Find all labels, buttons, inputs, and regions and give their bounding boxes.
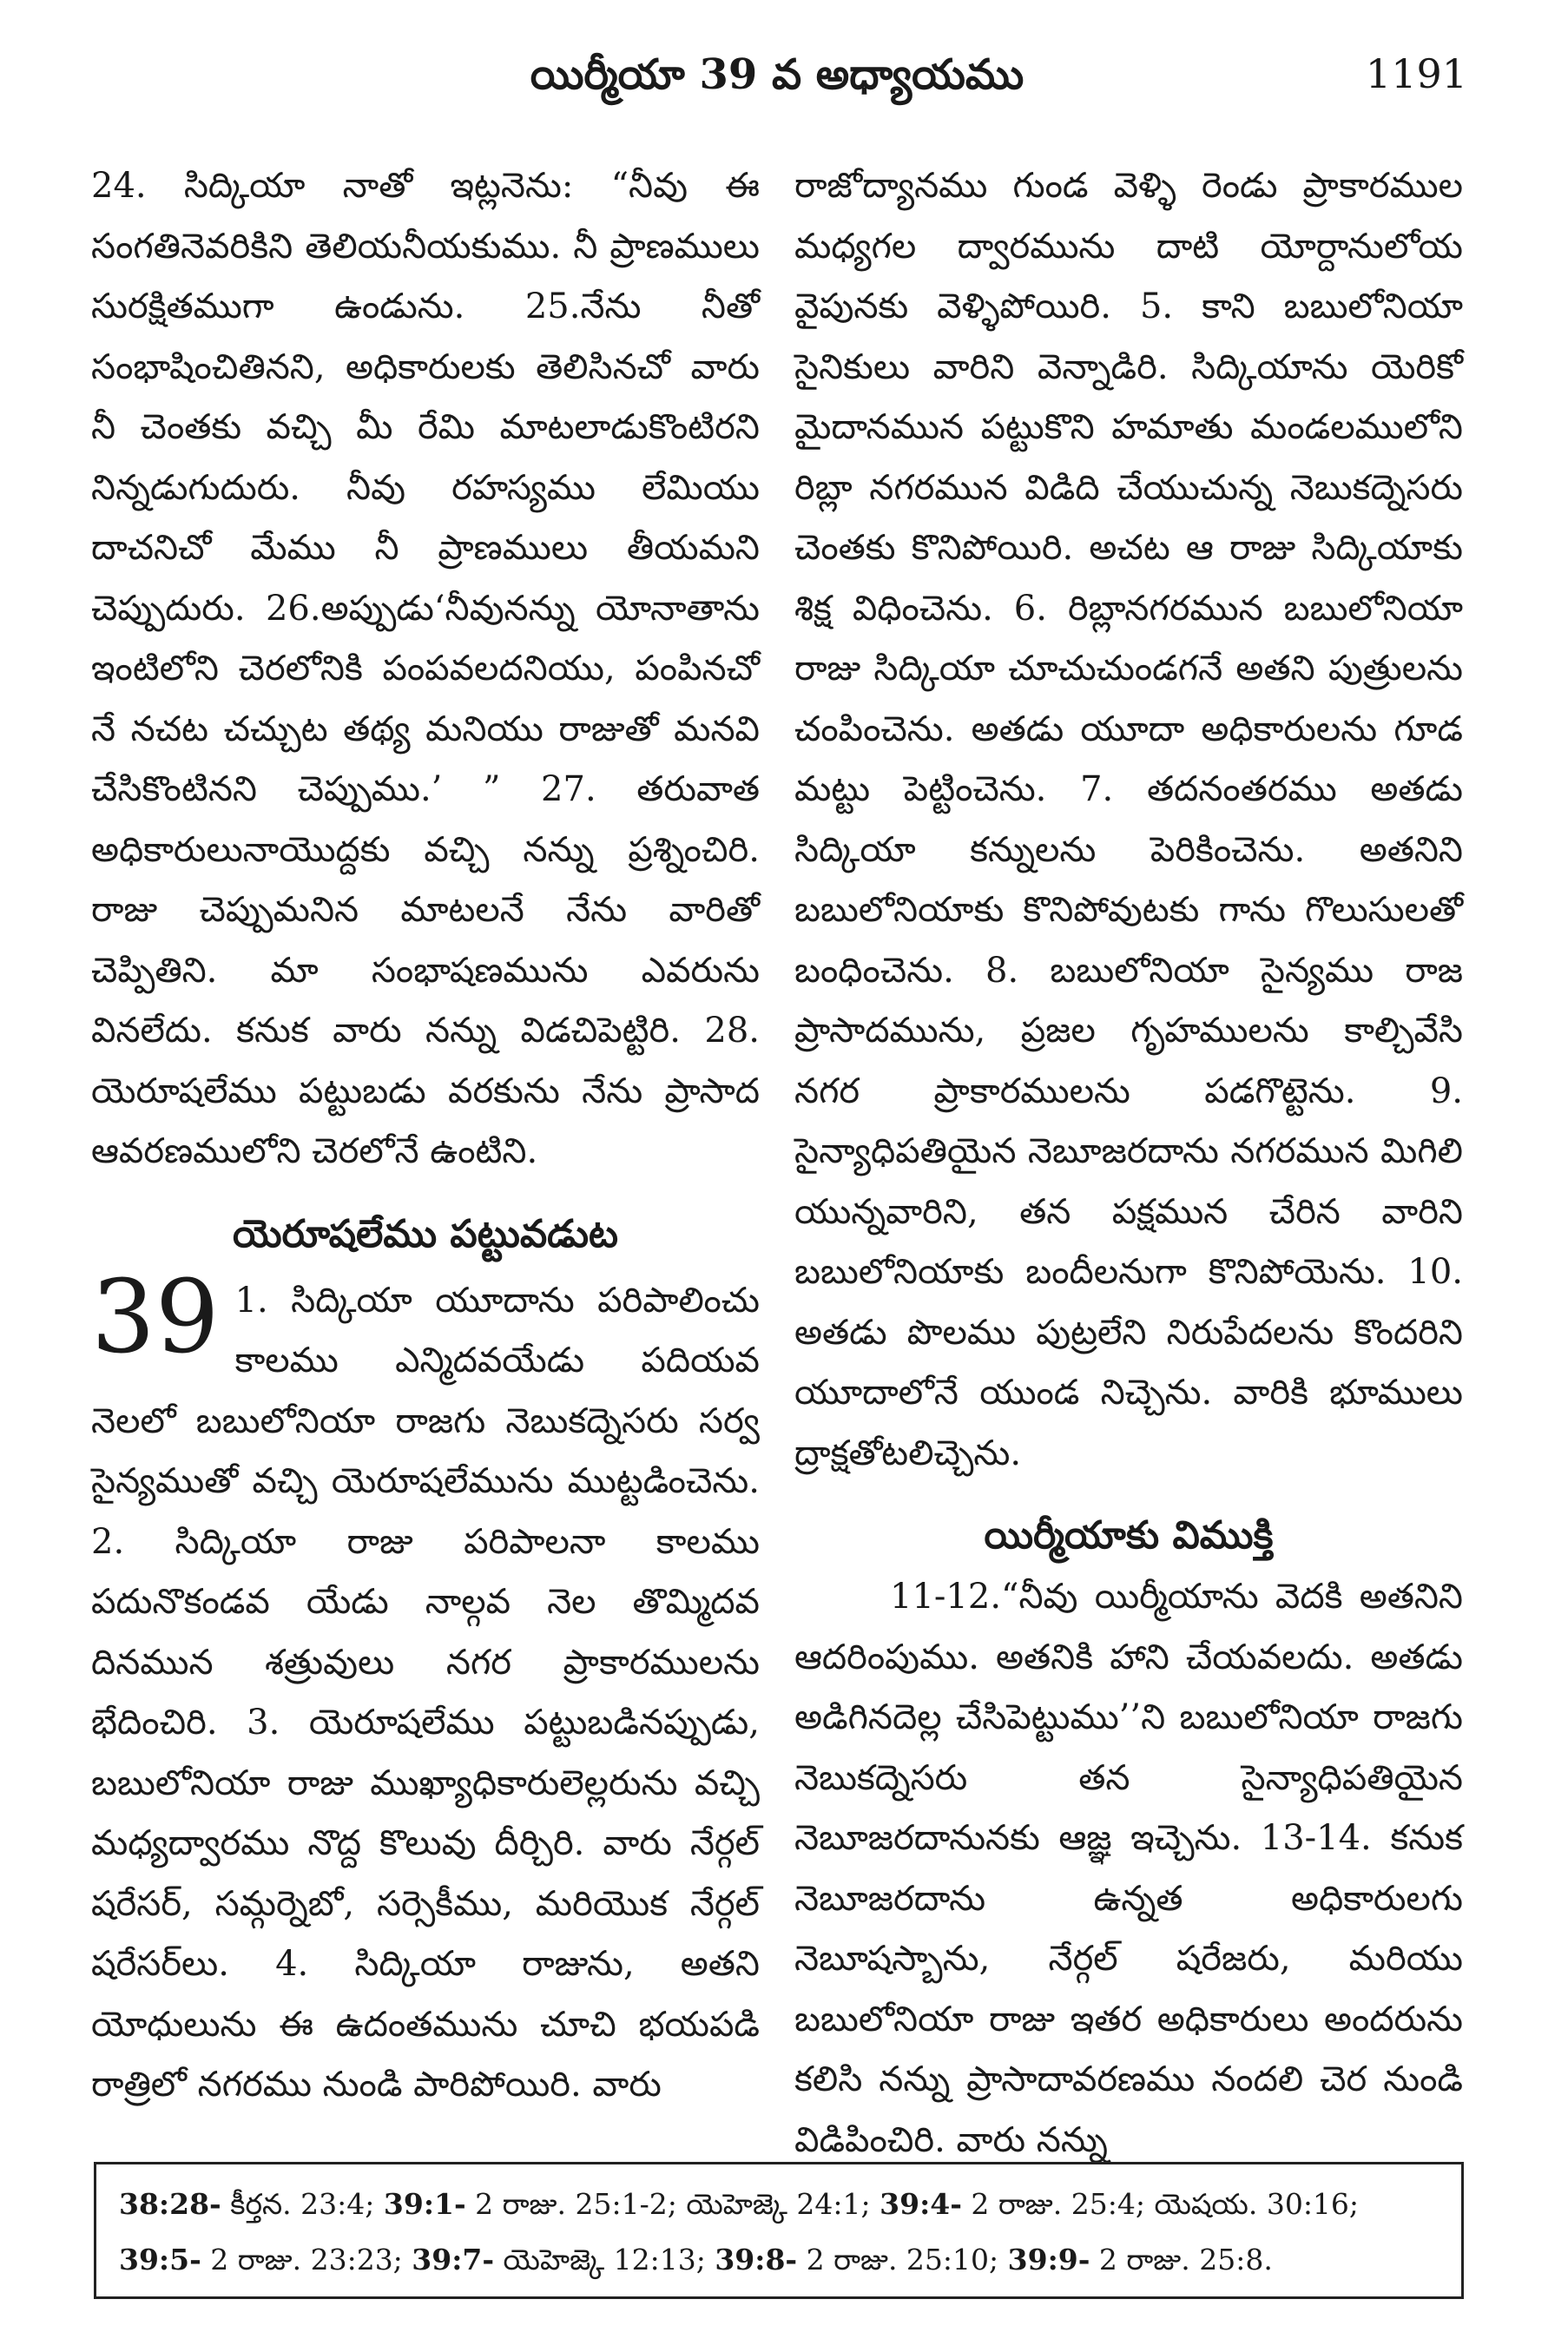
verses-4-10: రాజోద్యానము గుండ వెళ్ళి రెండు ప్రాకారముల మధ్యగల ద్వారమును దాటి యోర్దానులోయ వైపునకు వెళ్ళిపోయిరి. 5. కాని బబులోనియా సైనికులు వారిని వెన్నాడిరి. సిద్కియాను యెరికో మైదానమున పట్టుకొని హమాతు మండలములోని రిబ్లా నగరమున విడిది చేయుచున్న నెబుకద్నెసరు చెంతకు కొనిపోయిరి. అచట ఆ రాజు సిద్కియాకు శిక్ష విధించెను. 6. రిబ్లానగరమున బబులోనియా రాజు సిద్కియా చూచుచుండగనే అతని పుత్రులను చంపించెను. అతడు యూదా అధికారులను గూడ మట్టు పెట్టించెను. 7. తదనంతరము అతడు సిద్కియా కన్నులను పెరికించెను. అతనిని బబులోనియాకు కొనిపోవుటకు గాను గొలుసులతో బంధించెను. 8. బబులోనియా సైన్యము రాజ ప్రాసాదమును, ప్రజల గృహములను కాల్చివేసి నగర ప్రాకారములను పడగొట్టెను. 9. సైన్యాధిపతియైన నెబూజరదాను నగరమున మిగిలి యున్నవారిని, తన పక్షమున చేరిన వారిని బబులోనియాకు బందీలనుగా కొనిపోయెను. 10. అతడు పొలము పుట్రలేని నిరుపేదలను కొందరిని యూదాలోనే యుండ నిచ్చెను. వారికి భూములు ద్రాక్షతోటలిచ్చెను. [794, 166, 1463, 1473]
cross-reference-box [94, 2162, 1464, 2299]
section-heading-jeremiah-released: యిర్మీయాకు విముక్తి [984, 1513, 1274, 1558]
footnote-ref: 39:5- [119, 2243, 201, 2276]
footnote-text: 2 రాజు. 25:8. [1090, 2243, 1273, 2276]
footnote-ref: 39:1- [383, 2187, 466, 2221]
footnote-text: 2 రాజు. 25:1-2; యెహెజ్కె 24:1; [465, 2187, 880, 2221]
footnote-item [412, 2243, 715, 2276]
footnote-text: కీర్తన. 23:4; [221, 2187, 384, 2221]
footnote-ref: 39:8- [715, 2243, 798, 2276]
footnote-ref: 39:9- [1007, 2243, 1090, 2276]
footnote-ref: 38:28- [119, 2187, 221, 2221]
footnote-ref: 39:4- [880, 2187, 962, 2221]
footnote-text: 2 రాజు. 25:10; [797, 2243, 1008, 2276]
footnote-item [119, 2243, 412, 2276]
section-heading-jerusalem-falls: యెరూషలేము పట్టువడుట [233, 1211, 618, 1256]
right-column [794, 156, 1463, 2160]
chapter-number: 39 [91, 1258, 220, 1376]
verses-1-4: 1. సిద్కియా యూదాను పరిపాలించు కాలము ఎన్మిదవయేడు పదియవ నెలలో బబులోనియా రాజగు నెబుకద్నెసరు సర్వ సైన్యముతో వచ్చి యెరూషలేమును ముట్టడించెను. 2. సిద్కియా రాజు పరిపాలనా కాలము పదునొకండవ యేడు నాల్గవ నెల తొమ్మిదవ దినమున శత్రువులు నగర ప్రాకారములను భేదించిరి. 3. యెరూషలేము పట్టుబడినప్పుడు, బబులోనియా రాజు ముఖ్యాధికారులెల్లరును వచ్చి మధ్యద్వారము నొద్ద కొలువు దీర్చిరి. వారు నేర్గల్ షరేసర్, సమ్గర్నెబో, సర్సెకీము, మరియొక నేర్గల్ షరేసర్‌లు. 4. సిద్కియా రాజును, అతని యోధులును ఈ ఉదంతమును చూచి భయపడి రాత్రిలో నగరము నుండి పారిపోయిరి. వారు [91, 1280, 760, 2105]
verses-24-28: 24. సిద్కియా నాతో ఇట్లనెను: “నీవు ఈ సంగతినెవరికిని తెలియనీయకుము. నీ ప్రాణములు సురక్షితముగా ఉండును. 25.నేను నీతో సంభాషించితినని, అధికారులకు తెలిసినచో వారు నీ చెంతకు వచ్చి మీ రేమి మాటలాడుకొంటిరని నిన్నడుగుదురు. నీవు రహస్యము లేమియు దాచనిచో మేము నీ ప్రాణములు తీయమని చెప్పుదురు. 26.అప్పుడు‘నీవునన్ను యోనాతాను ఇంటిలోని చెరలోనికి పంపవలదనియు, పంపినచో నే నచట చచ్చుట తథ్య మనియు రాజుతో మనవి చేసికొంటినని చెప్పుము.’ ” 27. తరువాత అధికారులునాయొద్దకు వచ్చి నన్ను ప్రశ్నించిరి. రాజు చెప్పుమనిన మాటలనే నేను వారితో చెప్పితిని. మా సంభాషణమును ఎవరును వినలేదు. కనుక వారు నన్ను విడచిపెట్టిరి. 28. యెరూషలేము పట్టుబడు వరకును నేను ప్రాసాద ఆవరణములోని చెరలోనే ఉంటిని. [91, 166, 760, 1171]
footnote-item [715, 2243, 1007, 2276]
footnote-ref: 39:7- [412, 2243, 495, 2276]
footnote-text: యెహెజ్కె 12:13; [494, 2243, 715, 2276]
page-number: 1191 [1365, 50, 1467, 97]
footnote-item [384, 2187, 880, 2221]
footnote-text: 2 రాజు. 25:4; యెషయ. 30:16; [961, 2187, 1360, 2221]
chapter-39-start [91, 1258, 760, 2116]
page-header [87, 35, 1467, 113]
footnote-text: 2 రాజు. 23:23; [201, 2243, 412, 2276]
verses-11-14: 11-12.“నీవు యిర్మీయాను వెదకి అతనిని ఆదరింపుము. అతనికి హాని చేయవలదు. అతడు అడిగినదెల్ల చేసిపెట్టుము’’ని బబులోనియా రాజగు నెబుకద్నెసరు తన సైన్యాధిపతియైన నెబూజరదానునకు ఆజ్ఞ ఇచ్చెను. 13-14. కనుక నెబూజరదాను ఉన్నత అధికారులగు నెబూషస్బాను, నేర్గల్ షరేజరు, మరియు బబులోనియా రాజు ఇతర అధికారులు అందరును కలిసి నన్ను ప్రాసాదావరణము నందలి చెర నుండి విడిపించిరి. వారు నన్ను [794, 1577, 1463, 2160]
running-title: యిర్మీయా 39 వ అధ్యాయము [530, 50, 1024, 99]
left-column [91, 156, 760, 2118]
footnote-item [119, 2187, 384, 2221]
footnote-item [880, 2187, 1359, 2221]
footnote-item [1008, 2243, 1273, 2276]
